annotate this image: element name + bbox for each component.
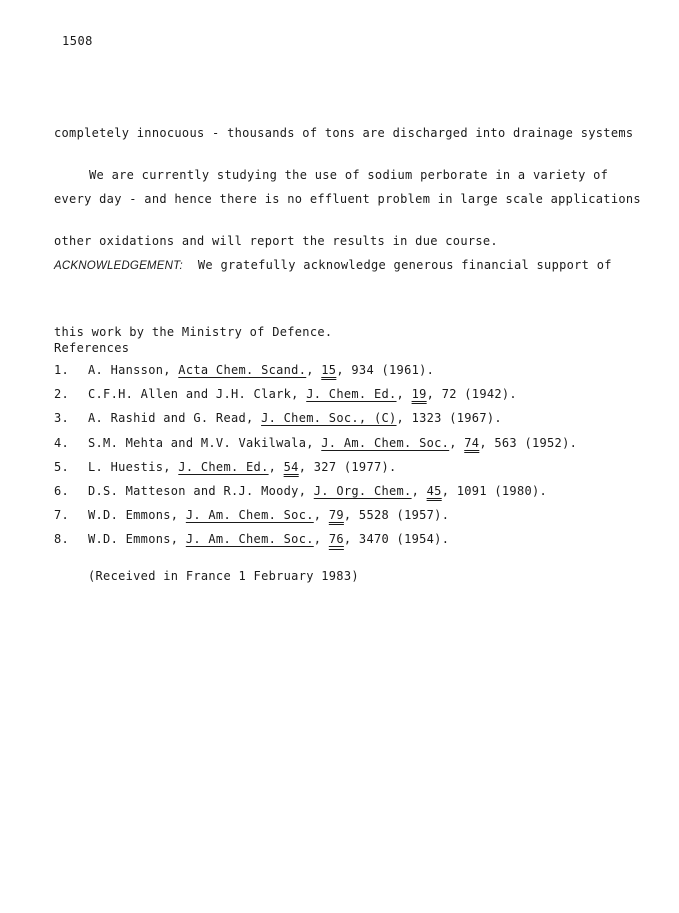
- reference-number: 2.: [54, 387, 70, 402]
- reference-details: , 327 (1977).: [298, 459, 397, 474]
- reference-authors: S.M. Mehta and M.V. Vakilwala,: [88, 435, 322, 450]
- reference-details: 1323 (1967).: [411, 411, 502, 426]
- reference-item: [54, 480, 577, 504]
- reference-separator: ,: [396, 387, 412, 402]
- references-heading: References: [54, 341, 130, 355]
- reference-item: [54, 432, 577, 456]
- paragraph-line: We are currently studying the use of sodium perborate in a variety of: [89, 168, 609, 182]
- reference-volume: 15: [321, 363, 337, 377]
- reference-authors: A. Rashid and G. Read,: [88, 411, 262, 426]
- reference-authors: W.D. Emmons,: [88, 532, 186, 547]
- received-date: (Received in France 1 February 1983): [88, 569, 359, 583]
- reference-authors: D.S. Matteson and R.J. Moody,: [88, 483, 314, 498]
- reference-item: [54, 359, 577, 383]
- reference-volume: 76: [328, 532, 344, 547]
- reference-item: [54, 456, 577, 480]
- reference-details: , 1091 (1980).: [441, 483, 548, 498]
- reference-item: [54, 528, 577, 552]
- acknowledgement-label: ACKNOWLEDGEMENT:: [54, 260, 183, 272]
- reference-item: [54, 504, 577, 528]
- reference-authors: W.D. Emmons,: [88, 508, 186, 523]
- reference-separator: ,: [313, 532, 329, 547]
- reference-journal: J. Org. Chem.: [313, 483, 412, 498]
- reference-item: [54, 407, 577, 431]
- reference-number: 4.: [54, 435, 70, 450]
- reference-separator: ,: [306, 363, 322, 377]
- reference-journal: J. Chem. Soc., (C): [261, 411, 397, 426]
- reference-journal: J. Am. Chem. Soc.: [185, 508, 314, 523]
- reference-volume: 45: [426, 483, 442, 498]
- reference-separator: ,: [268, 459, 284, 474]
- paragraph-line: other oxidations and will report the results in due course.: [54, 234, 498, 248]
- reference-list: [54, 359, 577, 553]
- reference-separator: ,: [449, 435, 465, 450]
- reference-journal: Acta Chem. Scand.: [178, 363, 307, 377]
- acknowledgement-text: this work by the Ministry of Defence.: [54, 325, 333, 339]
- reference-authors: C.F.H. Allen and J.H. Clark,: [88, 387, 307, 402]
- reference-journal: J. Am. Chem. Soc.: [321, 435, 450, 450]
- reference-number: 3.: [54, 411, 70, 426]
- reference-volume: 54: [283, 459, 299, 474]
- reference-separator: ,: [396, 411, 412, 426]
- reference-separator: ,: [411, 483, 427, 498]
- reference-journal: J. Am. Chem. Soc.: [185, 532, 314, 547]
- reference-authors: A. Hansson,: [88, 363, 179, 377]
- reference-volume: 74: [464, 435, 480, 450]
- reference-volume: 79: [328, 508, 344, 523]
- reference-details: , 72 (1942).: [426, 387, 517, 402]
- acknowledgement-text: We gratefully acknowledge generous financial support of: [182, 258, 612, 272]
- reference-number: 6.: [54, 483, 70, 498]
- reference-number: 8.: [54, 532, 70, 547]
- reference-journal: J. Chem. Ed.: [178, 459, 269, 474]
- reference-number: 7.: [54, 508, 70, 523]
- reference-separator: ,: [313, 508, 329, 523]
- reference-details: , 5528 (1957).: [343, 508, 450, 523]
- reference-authors: L. Huestis,: [88, 459, 179, 474]
- paragraph-line: every day - and hence there is no effluent problem in large scale applications: [54, 192, 641, 206]
- reference-number: 1.: [54, 363, 70, 377]
- reference-volume: 19: [411, 387, 427, 402]
- paragraph-line: completely innocuous - thousands of tons are discharged into drainage systems: [54, 126, 634, 140]
- reference-number: 5.: [54, 459, 70, 474]
- reference-journal: J. Chem. Ed.: [306, 387, 397, 402]
- reference-details: , 563 (1952).: [479, 435, 578, 450]
- reference-details: , 3470 (1954).: [343, 532, 450, 547]
- page-number: 1508: [62, 34, 93, 48]
- reference-item: [54, 383, 577, 407]
- reference-details: , 934 (1961).: [336, 363, 435, 377]
